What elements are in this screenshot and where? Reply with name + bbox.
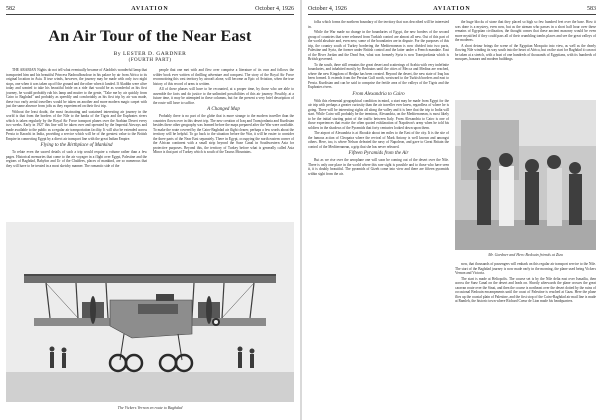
paragraph: THE ARABIAN Nights do not tell what eventually became of Aladdin's wonderful lamp that transported him and his beautiful Princess Badroulboudour in his palace by air from Africa to its original location in Asia. If true winds, however, the journey may be made with only two night stops, one when it was taken up off the ground and the other when it landed. If Aladdin were alive today and wanted to take his beautiful bride on a ride that would be as wonderful as his first journey, he would probably rub his lamp and mutter to the genie, "Take me by air quickly from Cairo to Baghdad" and probably as speedily and comfortably as his first trip by air was made, these two early aerial travellers would be taken on another and more modern magic carpet with just the same absence from jolts as they experienced on their first trip.: [6, 68, 147, 108]
group-photo-illustration: [455, 100, 596, 250]
paragraph: Probably there is no part of the globe that is more strange to the modern traveller than the countries flown over in this desert trip. The new creation of Iraq and Transjordania and Kurdistan besides these other geography was learned before the maps prepared after the War were available. To make the route covered by the Cairo-Baghdad air flight clearer, perhaps a few words about the territory will be helpful. To go back to the situation before the War, it will be easier to consider the three parts of the Near East separately. There in Egypt, occupying the north eastern corner of the African continent with a small strip beyond the Suez Canal in Southwestern Asia for protective purposes. Beyond this, the territory of Turkey before what is generally called Asia Minor is that part of Turkey which is south of the Taurus Mountains.: [153, 114, 294, 154]
paragraph: With this elemental geographical condition in mind, a start may be made from Egypt for the air trip with perhaps a greater curiosity than the air traveller ever knew, regardless of where he is going. There will be interesting sights all along the valley and it is here that the trip to India will start. While Cairo will probably be the terminus, Alexandria, on the Mediterranean, is most likely to be the initial starting point of the traffic between Italy. From Alexandria to Cairo is one of those experiences that excite the often quoted exhilaration of Napoleon's army when he told his soldiers in the shadows of the Pyramids that forty centuries looked down upon them.: [308, 98, 449, 130]
article-title: An Air Tour of the Near East: [48, 28, 252, 45]
paragraph: The airport of Alexandria is at Aboukir about ten miles to the East of the city. It is the site of the famous action of Cleopatra where the revival of Mark Antony is well known and amongst others. Here, too, is where Nelson defeated the navy of Napoleon, and gave to Great Britain the control of the Mediterranean, a grip that she has never released.: [308, 131, 449, 149]
right-page: [302, 0, 602, 420]
issue-date: October 4, 1926: [255, 6, 294, 12]
paragraph: people that one met with and flew over comprise a literature of its own and follows the wilder book ever written of thrilling adventure and conquest. The story of the Royal Air Force reconnoitring this vast territory by aircraft alone, will become as Epic of Aviation, when the true history of this record of arms is written.: [153, 68, 294, 86]
section-subhead: A Changed Map: [207, 107, 240, 112]
paragraph: the huge blocks of stone that they placed so high so few hundred feet over the base. How it was done is a mystery, even now, but as the airman who passes in a short half hour over these remains of Egyptian civilization, the thought comes that these ancient masonry would be even more mystified if they could pass all of their crumbling tombs places and see the great valleys of the moderns.: [455, 20, 596, 42]
right-column-2-bottom: [455, 262, 596, 416]
section-subhead: From Alexandria to Cairo: [352, 91, 405, 97]
paragraph: A short detour brings the scene of the Egyptian Mosquito into view, as well as the dearly flowing Nile winding its way south into the heart of Africa, but on the start for Baghdad it can not be taken at a stretch, with a boat of one hundreds of thousands of Egyptians, with its hundreds of mosques, bazaars and modern buildings.: [455, 43, 596, 61]
paragraph: Without the least doubt, the most fascinating and sustained interesting air journey in the world is that from the borders of the Nile to the banks of the Tigris and the Euphrates rivers which is taken regularly by the Royal Air Force transport planes over the Arabian Desert every two weeks. Early in 1927 this line will be taken over and operated by the Imperial Airways and made available to the public as a regular air transportation facility. It will also be extended across Persia to Karachi in India, providing a service which will be of the greatest value to the British Empire in connecting Egypt by a direct air transport line with the great Indian Empire.: [6, 109, 147, 141]
left-column-1: [6, 68, 147, 218]
paragraph: To relate even the sacred details of such a trip would require a volume rather than a few pages. Historical memories that come to the air voyager in a flight over Egypt, Palestine and the regions of Baghdad, Babylon and Ur of the Chaldees, places of mankind, are so numerous that they will have to be treated in a most sketchy manner. The romantic side of the: [6, 150, 147, 168]
paragraph: now, that thousands of passengers will embark on this regular air transport service to the Nile. The start of the Baghdad journey is now made early in the morning, the plane used being Vickers Vernon and Victoria.: [455, 262, 596, 275]
biplane-illustration: [6, 222, 294, 402]
part-label: (FOURTH PART): [128, 58, 172, 63]
paragraph: The start is made at Heliopolis. The course set is by the Nile delta east over Ismailia, then across the Suez Canal on the desert and leads on. Shortly afterwards the plane crosses the great caravan route over the Sinai, and then the course is northeast over the desert dotted by the ruins of occasional Bedouin encampments until the coast of Palestine is reached at Gaza. Here the plane flies up the coastal plain of Palestine, and the first stop of the Cairo-Baghdad air mail line is made at Ramleh, the historic town where Richard Coeur de Lion made his headquarters.: [455, 276, 597, 303]
right-column-1: [308, 20, 449, 416]
paragraph: While the War made no change in the boundaries of Egypt, the new borders of the second group of countries that were released from Turkish control are almost all new. Out of this part of the world absolute and, even new, some of the boundaries are in dispute. For the purposes of this trip, the country south of Turkey bordering the Mediterranean is now divided into two parts, Palestine and Syria, the former under British control and the latter under a French mandate. East of the River Jordan and the Dead Sea, what was formerly Syria is now Transjordania which is British governed.: [308, 30, 449, 61]
left-column-2: [153, 68, 294, 218]
section-subhead: Fifteen Pyramids from the Air: [348, 151, 409, 156]
section-subhead: Flying to the Birthplace of Mankind: [40, 143, 113, 148]
byline: By LESTER D. GARDNER: [113, 51, 187, 57]
paragraph: All of these phases will have to be recounted, at a proper time, by those who are able to assemble the facts and do justice to the unlimited possibilities of this air journey. Possibly, at a future time, it may be attempted in these columns, but for the present a very brief description of the route will have to suffice.: [153, 87, 294, 105]
magazine-name: AVIATION: [131, 6, 169, 12]
biplane-photo: [6, 222, 294, 402]
paragraph: But as we rise over the aeroplane one will soon be coming out of the desert over the Nile. There is only one place in the world where this rare sight is possible and to those who have seen it, it is doubly beautiful. The pyramids of Gizeh come into view and there are fifteen pyramids within sight from the air.: [308, 158, 449, 176]
page-number: 583: [587, 6, 596, 12]
group-photo: [455, 100, 596, 250]
paragraph: folks which forms the northern boundary of the territory that was described will be interested in.: [308, 20, 449, 29]
paragraph: To the south, there still remains the great desert and scatterings of Arabia with very indefinite boundaries, and inhabited mostly by Bedouins until the cities of Mecca and Medina are reached, where the new Kingdom of Hedjaz has been created. Beyond the desert, the new state of Iraq has been formed. It extends from the Persian Gulf north, westward to the Turkish borders and east to Persia. Kurdistan and can be said to comprise the fertile area of the valleys of the Tigris and the Euphrates rivers.: [308, 62, 449, 89]
issue-date: October 4, 1926: [308, 6, 347, 12]
photo-caption: Mr. Gardner and Hero Bedouin friends at Ziza: [488, 252, 563, 257]
magazine-name: AVIATION: [433, 6, 471, 12]
left-page: [0, 0, 300, 420]
right-column-2-top: [455, 20, 596, 98]
photo-caption: The Vickers Vernon en route to Baghdad: [117, 405, 183, 410]
right-page-header: [308, 4, 596, 15]
left-page-header: [6, 4, 294, 15]
page-number: 582: [6, 6, 15, 12]
